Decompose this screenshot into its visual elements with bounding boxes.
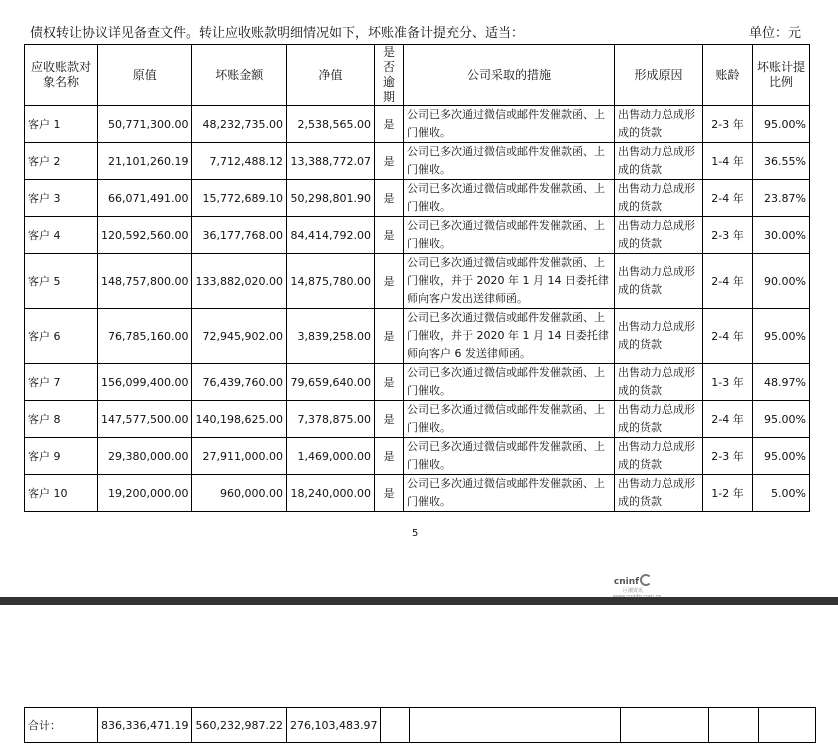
cell-reason: 出售动力总成形成的货款 [614,254,702,309]
cell-ratio: 95.00% [752,401,809,438]
col-header-net: 净值 [286,45,374,106]
cut-off-text-line [90,744,540,749]
total-table [24,707,816,743]
cell-original: 66,071,491.00 [98,180,192,217]
cell-reason: 出售动力总成形成的货款 [614,438,702,475]
cell-net: 2,538,565.00 [286,106,374,143]
cell-age: 1-4 年 [702,143,752,180]
cell-client: 客户 5 [25,254,98,309]
total-original: 836,336,471.19 [98,708,192,743]
table-row [25,309,810,364]
logo-subtitle: 巨潮资讯 [622,588,643,594]
total-label: 合计： [25,708,98,743]
cell-client: 客户 6 [25,309,98,364]
cell-client: 客户 9 [25,438,98,475]
col-header-age: 账龄 [702,45,752,106]
table-header-row [25,45,810,106]
table-row [25,401,810,438]
cell-age: 2-3 年 [702,106,752,143]
cell-original: 148,757,800.00 [98,254,192,309]
cell-ratio: 48.97% [752,364,809,401]
cell-measure: 公司已多次通过微信或邮件发催款函、上门催收。 [403,475,614,512]
cell-original: 19,200,000.00 [98,475,192,512]
cell-reason: 出售动力总成形成的货款 [614,309,702,364]
page-divider [0,597,838,605]
cell-reason: 出售动力总成形成的货款 [614,401,702,438]
total-empty-cell [759,708,816,743]
cell-client: 客户 2 [25,143,98,180]
table-row [25,364,810,401]
cell-bad-debt: 960,000.00 [192,475,286,512]
total-net: 276,103,483.97 [286,708,380,743]
cell-reason: 出售动力总成形成的货款 [614,143,702,180]
total-bad-debt: 560,232,987.22 [192,708,286,743]
receivables-table [24,44,810,512]
cell-reason: 出售动力总成形成的货款 [614,475,702,512]
table-row [25,438,810,475]
cell-ratio: 95.00% [752,309,809,364]
cell-bad-debt: 48,232,735.00 [192,106,286,143]
col-header-overdue: 是否逾期 [374,45,403,106]
cell-net: 84,414,792.00 [286,217,374,254]
cell-measure: 公司已多次通过微信或邮件发催款函、上门催收。 [403,106,614,143]
cell-ratio: 95.00% [752,106,809,143]
cell-overdue: 是 [374,254,403,309]
cell-measure: 公司已多次通过微信或邮件发催款函、上门催收。 [403,217,614,254]
cell-age: 2-4 年 [702,180,752,217]
cell-measure: 公司已多次通过微信或邮件发催款函、上门催收。 [403,180,614,217]
cell-original: 21,101,260.19 [98,143,192,180]
col-header-ratio: 坏账计提比例 [752,45,809,106]
cell-original: 29,380,000.00 [98,438,192,475]
unit-label: 单位：元 [748,26,801,41]
cell-original: 120,592,560.00 [98,217,192,254]
cell-age: 2-3 年 [702,217,752,254]
cell-reason: 出售动力总成形成的货款 [614,180,702,217]
cell-bad-debt: 72,945,902.00 [192,309,286,364]
cell-original: 50,771,300.00 [98,106,192,143]
logo-swirl-icon [640,574,652,586]
cell-client: 客户 8 [25,401,98,438]
cell-overdue: 是 [374,180,403,217]
cell-bad-debt: 36,177,768.00 [192,217,286,254]
col-header-measure: 公司采取的措施 [403,45,614,106]
cell-bad-debt: 133,882,020.00 [192,254,286,309]
cell-bad-debt: 15,772,689.10 [192,180,286,217]
table-row [25,254,810,309]
table-row [25,143,810,180]
col-header-reason: 形成原因 [614,45,702,106]
cell-age: 2-4 年 [702,401,752,438]
cell-original: 76,785,160.00 [98,309,192,364]
cell-client: 客户 4 [25,217,98,254]
cell-overdue: 是 [374,401,403,438]
cell-net: 13,388,772.07 [286,143,374,180]
cell-measure: 公司已多次通过微信或邮件发催款函、上门催收。 [403,143,614,180]
cell-reason: 出售动力总成形成的货款 [614,106,702,143]
cell-measure: 公司已多次通过微信或邮件发催款函、上门催收。 [403,364,614,401]
cell-net: 1,469,000.00 [286,438,374,475]
cell-overdue: 是 [374,475,403,512]
cell-client: 客户 1 [25,106,98,143]
cell-client: 客户 10 [25,475,98,512]
cell-overdue: 是 [374,438,403,475]
cell-measure: 公司已多次通过微信或邮件发催款函、上门催收，并于 2020 年 1 月 14 日委托律师向客户发出送律师函。 [403,254,614,309]
cell-original: 147,577,500.00 [98,401,192,438]
cell-age: 1-2 年 [702,475,752,512]
cell-net: 18,240,000.00 [286,475,374,512]
cell-age: 2-4 年 [702,309,752,364]
cell-measure: 公司已多次通过微信或邮件发催款函、上门催收。 [403,401,614,438]
cell-measure: 公司已多次通过微信或邮件发催款函、上门催收，并于 2020 年 1 月 14 日委托律师向客户 6 发送律师函。 [403,309,614,364]
cell-bad-debt: 27,911,000.00 [192,438,286,475]
cell-bad-debt: 140,198,625.00 [192,401,286,438]
total-empty-cell [621,708,709,743]
cell-client: 客户 7 [25,364,98,401]
cell-original: 156,099,400.00 [98,364,192,401]
col-header-original: 原值 [98,45,192,106]
cell-age: 2-3 年 [702,438,752,475]
cell-ratio: 36.55% [752,143,809,180]
cell-ratio: 30.00% [752,217,809,254]
col-header-bad-debt: 坏账金额 [192,45,286,106]
cell-overdue: 是 [374,364,403,401]
logo-brand: cninf [613,577,640,587]
cell-measure: 公司已多次通过微信或邮件发催款函、上门催收。 [403,438,614,475]
total-empty-cell [410,708,621,743]
cell-ratio: 5.00% [752,475,809,512]
total-empty-cell [709,708,759,743]
cell-bad-debt: 76,439,760.00 [192,364,286,401]
cell-client: 客户 3 [25,180,98,217]
table-row [25,475,810,512]
cell-overdue: 是 [374,309,403,364]
cell-age: 1-3 年 [702,364,752,401]
cell-net: 3,839,258.00 [286,309,374,364]
cell-age: 2-4 年 [702,254,752,309]
cell-net: 7,378,875.00 [286,401,374,438]
page-number: 5 [412,528,419,539]
cell-net: 50,298,801.90 [286,180,374,217]
cell-ratio: 23.87% [752,180,809,217]
cell-ratio: 90.00% [752,254,809,309]
total-row [25,708,816,743]
cell-overdue: 是 [374,106,403,143]
table-row [25,217,810,254]
col-header-client: 应收账款对象名称 [25,45,98,106]
cell-overdue: 是 [374,143,403,180]
cell-net: 14,875,780.00 [286,254,374,309]
intro-text: 债权转让协议详见备查文件。转让应收账款明细情况如下，坏账准备计提充分、适当： [30,26,525,41]
cninf-logo [613,569,653,600]
cell-bad-debt: 7,712,488.12 [192,143,286,180]
total-empty-cell [381,708,410,743]
cell-reason: 出售动力总成形成的货款 [614,364,702,401]
table-row [25,180,810,217]
cell-net: 79,659,640.00 [286,364,374,401]
cell-reason: 出售动力总成形成的货款 [614,217,702,254]
cell-ratio: 95.00% [752,438,809,475]
table-row [25,106,810,143]
cell-overdue: 是 [374,217,403,254]
